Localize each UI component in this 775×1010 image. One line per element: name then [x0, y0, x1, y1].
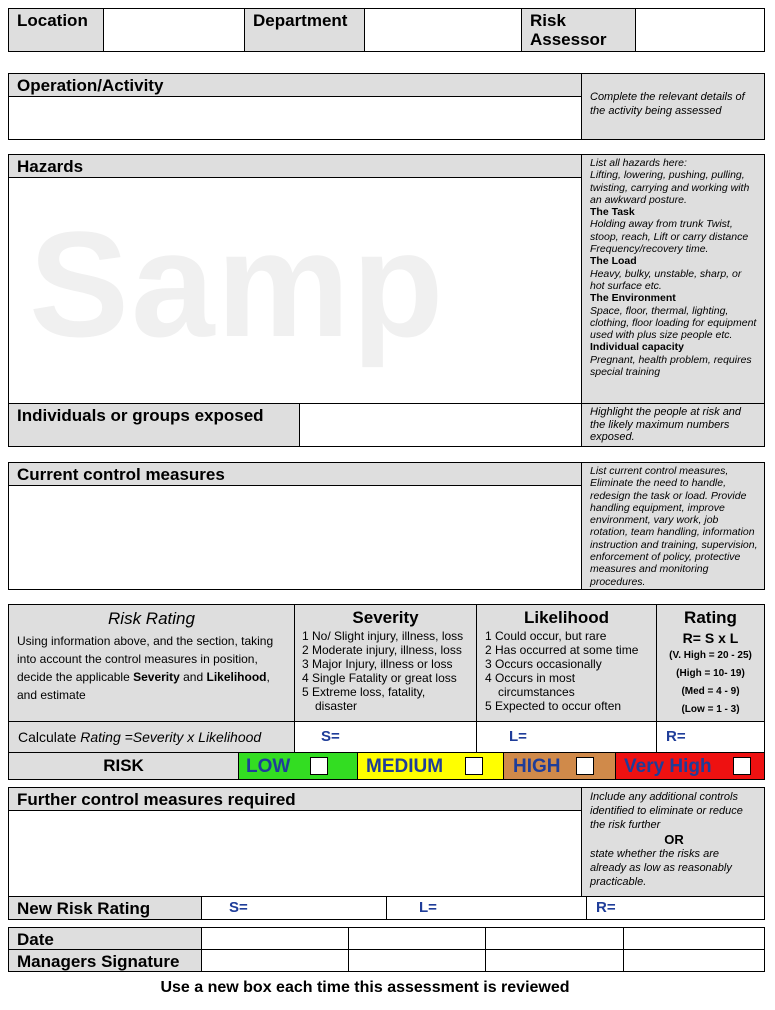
rating-med: (Med = 4 - 9)	[681, 686, 740, 697]
current-controls-note-cell	[581, 462, 765, 590]
date-field[interactable]	[485, 927, 624, 950]
hazards-capacity-heading: Individual capacity	[590, 341, 684, 354]
likelihood-item: 4 Occurs in most	[485, 671, 576, 685]
hazards-label: Hazards	[17, 157, 84, 176]
hazards-load-text: Heavy, bulky, unstable, sharp, or hot surface etc.	[590, 267, 742, 292]
severity-item: 2 Moderate injury, illness, loss	[302, 643, 462, 657]
new-likelihood-label: L=	[419, 899, 437, 916]
hazards-task-heading: The Task	[590, 206, 635, 219]
operation-note: Complete the relevant details of the activity being assessed	[590, 91, 745, 117]
rating-title: Rating	[684, 608, 737, 627]
hazards-load-heading: The Load	[590, 255, 637, 268]
likelihood-item: 5 Expected to occur often	[485, 699, 622, 713]
risk-assessor-label-cell	[521, 8, 636, 52]
risk-rating-desc-part1: Using information above, and the section, taking into account the control measures in position, decide the applicable	[17, 634, 274, 684]
risk-label: RISK	[103, 756, 144, 775]
department-label-cell	[244, 8, 365, 52]
risk-rating-desc-severity: Severity	[133, 670, 180, 684]
risk-low-label: LOW	[246, 756, 291, 777]
location-label-cell	[8, 8, 104, 52]
signature-field[interactable]	[348, 949, 486, 972]
likelihood-score-field[interactable]	[476, 721, 657, 753]
current-controls-label: Current control measures	[17, 465, 225, 484]
hazards-note-intro-text: Lifting, lowering, pushing, pulling, twisting, carrying and working with an awkward posture.	[590, 169, 750, 206]
risk-assessor-label-line2: Assessor	[530, 30, 607, 49]
review-footer: Use a new box each time this assessment is reviewed	[160, 979, 570, 996]
risk-assessor-label-line1: Risk	[530, 11, 566, 30]
risk-very-high-checkbox[interactable]	[733, 757, 751, 775]
date-label: Date	[17, 930, 54, 949]
further-controls-note-cell	[581, 787, 765, 897]
risk-high-checkbox[interactable]	[576, 757, 594, 775]
further-note-1: Include any additional controls identified to eliminate or reduce the risk further	[590, 791, 743, 831]
further-controls-note	[582, 788, 764, 889]
calculate-prefix: Calculate	[18, 729, 81, 745]
new-rating-label: New Risk Rating	[17, 899, 151, 918]
location-field[interactable]	[103, 8, 245, 52]
risk-rating-title: Risk Rating	[108, 609, 195, 628]
hazards-note	[582, 155, 764, 378]
further-controls-label: Further control measures required	[17, 790, 296, 809]
date-label-cell	[8, 927, 202, 950]
risk-medium-option[interactable]	[357, 752, 504, 780]
date-field[interactable]	[348, 927, 486, 950]
hazards-note-intro: List all hazards here:	[590, 157, 687, 169]
exposed-note-cell	[581, 403, 765, 447]
risk-rating-desc-likelihood: Likelihood	[206, 670, 267, 684]
further-controls-field[interactable]	[8, 810, 582, 897]
hazards-note-cell	[581, 154, 765, 404]
operation-label: Operation/Activity	[17, 76, 164, 95]
current-controls-field[interactable]	[8, 485, 582, 590]
signature-field[interactable]	[201, 949, 349, 972]
date-field[interactable]	[623, 927, 765, 950]
risk-low-option[interactable]	[238, 752, 358, 780]
likelihood-item: 2 Has occurred at some time	[485, 643, 639, 657]
risk-rating-desc-part2: , and estimate	[17, 670, 270, 702]
severity-list	[295, 629, 476, 713]
severity-score-field[interactable]	[294, 721, 477, 753]
likelihood-list	[477, 629, 656, 713]
hazards-field[interactable]	[8, 177, 582, 404]
severity-item: 5 Extreme loss, fatality,	[302, 685, 426, 699]
rating-vhigh: (V. High = 20 - 25)	[669, 650, 752, 661]
risk-medium-checkbox[interactable]	[465, 757, 483, 775]
new-severity-label: S=	[229, 899, 248, 916]
likelihood-cell	[476, 604, 657, 722]
rating-low: (Low = 1 - 3)	[681, 704, 740, 715]
signature-label: Managers Signature	[17, 952, 180, 971]
rating-cell	[656, 604, 765, 722]
new-rating-score-label: R=	[596, 899, 616, 916]
risk-medium-label: MEDIUM	[366, 756, 444, 777]
exposed-label-cell	[8, 403, 300, 447]
exposed-note: Highlight the people at risk and the likely maximum numbers exposed.	[590, 406, 742, 443]
risk-label-cell	[8, 752, 239, 780]
operation-field[interactable]	[8, 96, 582, 140]
new-rating-field[interactable]	[586, 896, 765, 920]
risk-rating-desc-cell	[8, 604, 295, 722]
rating-score-label: R=	[666, 728, 686, 745]
risk-rating-desc-and: and	[179, 670, 207, 684]
operation-note-cell	[581, 73, 765, 140]
severity-item: 1 No/ Slight injury, illness, loss	[302, 629, 464, 643]
likelihood-score-label: L=	[509, 728, 527, 745]
likelihood-item: 3 Occurs occasionally	[485, 657, 602, 671]
further-note-2: state whether the risks are already as low as reasonably practicable.	[590, 848, 732, 888]
sample-watermark: Samp	[29, 200, 446, 368]
new-likelihood-field[interactable]	[386, 896, 587, 920]
hazards-task-text: Holding away from trunk Twist, stoop, reach, Lift or carry distance Frequency/recovery time.	[590, 218, 749, 256]
hazards-environment-text: Space, floor, thermal, lighting, clothing, floor loading for equipment used with plus size people etc.	[590, 304, 757, 342]
severity-score-label: S=	[321, 728, 340, 745]
further-controls-label-cell	[8, 787, 582, 811]
severity-item: 3 Major Injury, illness or loss	[302, 657, 453, 671]
exposed-label: Individuals or groups exposed	[17, 406, 264, 425]
signature-label-cell	[8, 949, 202, 972]
department-label: Department	[253, 11, 348, 30]
rating-scale	[657, 647, 764, 719]
likelihood-item: circumstances	[498, 685, 575, 699]
rating-score-field[interactable]	[656, 721, 765, 753]
exposed-field[interactable]	[299, 403, 582, 447]
rating-high: (High = 10- 19)	[676, 668, 745, 679]
location-label: Location	[17, 11, 88, 30]
severity-title: Severity	[352, 608, 419, 627]
hazards-environment-heading: The Environment	[590, 292, 676, 305]
risk-low-checkbox[interactable]	[310, 757, 328, 775]
date-field[interactable]	[201, 927, 349, 950]
signature-field[interactable]	[623, 949, 765, 972]
risk-very-high-option[interactable]	[615, 752, 765, 780]
likelihood-title: Likelihood	[524, 608, 609, 627]
severity-item: 4 Single Fatality or great loss	[302, 671, 457, 685]
risk-high-label: HIGH	[513, 756, 561, 777]
severity-item: disaster	[315, 699, 358, 713]
hazards-capacity-text: Pregnant, health problem, requires special training	[590, 353, 752, 379]
hazards-label-cell	[8, 154, 582, 178]
risk-high-option[interactable]	[503, 752, 616, 780]
signature-field[interactable]	[485, 949, 624, 972]
new-severity-field[interactable]	[201, 896, 387, 920]
risk-rating-desc	[9, 629, 294, 704]
risk-very-high-label: Very High	[624, 756, 712, 777]
further-note-or: OR	[664, 832, 684, 847]
new-rating-label-cell	[8, 896, 202, 920]
current-controls-label-cell	[8, 462, 582, 486]
rating-formula: R= S x L	[682, 630, 739, 646]
operation-label-cell	[8, 73, 582, 97]
likelihood-item: 1 Could occur, but rare	[485, 629, 607, 643]
risk-assessor-field[interactable]	[635, 8, 765, 52]
severity-cell	[294, 604, 477, 722]
calculate-label-cell	[8, 721, 295, 753]
department-field[interactable]	[364, 8, 522, 52]
current-controls-note: List current control measures, Eliminate the need to handle, redesign the task or load. Provide handling equipment, improve environment, vary work, job rotation, team handling, information instruction and training, supervision, enforcement of policy, protective measures and monitoring procedures.	[590, 465, 758, 588]
calculate-formula: Rating =Severity x Likelihood	[80, 729, 262, 745]
